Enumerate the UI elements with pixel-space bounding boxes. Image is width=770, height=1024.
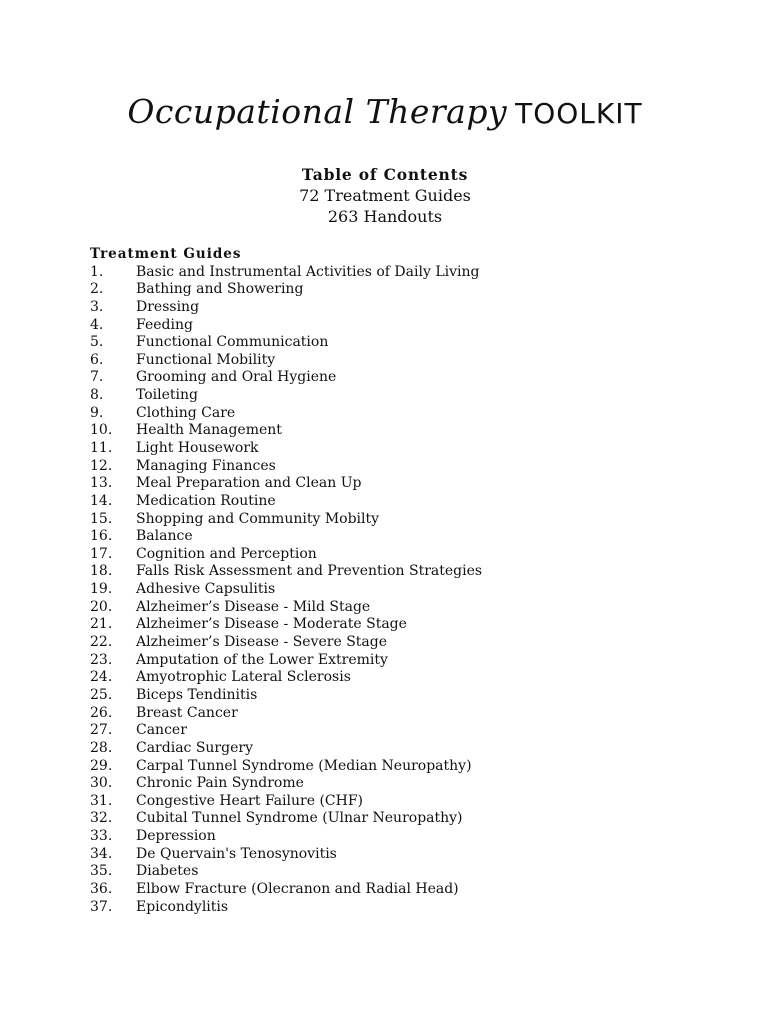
list-item-label: Grooming and Oral Hygiene: [136, 369, 337, 386]
list-item-number: 18.: [90, 563, 113, 580]
list-item-label: Cancer: [136, 722, 187, 739]
list-item-number: 8.: [90, 387, 104, 404]
list-item-label: Cognition and Perception: [136, 545, 317, 562]
list-item-number: 7.: [90, 369, 104, 386]
list-item-number: 22.: [90, 634, 113, 651]
list-item: [90, 264, 730, 282]
guides-count: 72 Treatment Guides: [299, 186, 471, 205]
list-item: [90, 440, 730, 458]
list-item-number: 19.: [90, 581, 113, 598]
list-item-number: 28.: [90, 739, 113, 756]
list-item: [90, 493, 730, 511]
list-item: [90, 475, 730, 493]
list-item-number: 29.: [90, 757, 113, 774]
list-item-label: Epicondylitis: [136, 898, 229, 915]
list-item-label: Diabetes: [136, 863, 199, 880]
list-item: [90, 458, 730, 476]
list-item: [90, 740, 730, 758]
list-item-label: Cardiac Surgery: [136, 739, 253, 756]
list-item-number: 21.: [90, 616, 113, 633]
list-item-label: Alzheimer’s Disease - Severe Stage: [136, 634, 388, 651]
list-item-label: Alzheimer’s Disease - Moderate Stage: [136, 616, 407, 633]
list-item: [90, 810, 730, 828]
list-item: [90, 793, 730, 811]
list-item-label: Chronic Pain Syndrome: [136, 775, 304, 792]
list-item: [90, 352, 730, 370]
list-item-label: Bathing and Showering: [136, 281, 304, 298]
list-item-number: 10.: [90, 422, 113, 439]
list-item-label: Depression: [136, 828, 216, 845]
list-item: [90, 317, 730, 335]
list-item-label: Meal Preparation and Clean Up: [136, 475, 362, 492]
list-item: [90, 652, 730, 670]
list-item-label: Functional Communication: [136, 334, 329, 351]
list-item-number: 11.: [90, 440, 113, 456]
list-item-number: 27.: [90, 722, 113, 739]
list-item: [90, 369, 730, 387]
list-item-label: Cubital Tunnel Syndrome (Ulnar Neuropathy): [136, 810, 463, 827]
list-item-label: Elbow Fracture (Olecranon and Radial Head): [136, 881, 459, 898]
title-script-text: Occupational Therapy: [127, 92, 508, 131]
list-item: [90, 705, 730, 723]
list-item-number: 23.: [90, 651, 113, 668]
list-item-number: 3.: [90, 298, 104, 315]
treatment-guides-section: [90, 246, 730, 916]
list-item-label: Amputation of the Lower Extremity: [136, 651, 388, 668]
list-item-number: 37.: [90, 898, 113, 915]
list-item-label: Feeding: [136, 316, 193, 333]
list-item: [90, 422, 730, 440]
handouts-count: 263 Handouts: [327, 207, 443, 226]
list-item-number: 14.: [90, 492, 113, 509]
list-item-number: 25.: [90, 686, 113, 703]
title-caps-text: TOOLKIT: [515, 97, 643, 130]
list-item: [90, 634, 730, 652]
list-item-number: 1.: [90, 263, 104, 280]
list-item-label: Health Management: [136, 422, 282, 439]
list-item-number: 16.: [90, 528, 113, 545]
list-item-label: Falls Risk Assessment and Prevention Strategies: [136, 563, 483, 580]
list-item: [90, 405, 730, 423]
list-item: [90, 546, 730, 564]
list-item: [90, 528, 730, 546]
list-item: [90, 687, 730, 705]
list-item-number: 35.: [90, 863, 113, 880]
list-item-number: 26.: [90, 704, 113, 721]
document-title: [0, 92, 770, 131]
list-item-number: 36.: [90, 881, 113, 898]
list-item-label: Breast Cancer: [136, 704, 238, 721]
list-item-label: Adhesive Capsulitis: [136, 581, 276, 598]
list-item: [90, 599, 730, 617]
list-item-number: 2.: [90, 281, 104, 298]
list-item: [90, 899, 730, 917]
list-item-label: Basic and Instrumental Activities of Daily Living: [136, 263, 480, 280]
list-item: [90, 775, 730, 793]
list-item: [90, 616, 730, 634]
list-item: [90, 669, 730, 687]
list-item-number: 20.: [90, 598, 113, 615]
list-item-number: 12.: [90, 457, 113, 474]
treatment-guides-list: [90, 264, 730, 917]
list-item: [90, 281, 730, 299]
list-item: [90, 334, 730, 352]
list-item-label: Medication Routine: [136, 492, 276, 509]
list-item: [90, 881, 730, 899]
list-item: [90, 299, 730, 317]
list-item-number: 4.: [90, 316, 104, 333]
toc-header: [0, 164, 770, 227]
list-item-label: Amyotrophic Lateral Sclerosis: [136, 669, 351, 686]
list-item-number: 31.: [90, 792, 113, 809]
list-item-number: 24.: [90, 669, 113, 686]
list-item-label: Clothing Care: [136, 404, 236, 421]
list-item-label: Alzheimer’s Disease - Mild Stage: [136, 598, 371, 615]
section-heading: Treatment Guides: [90, 246, 242, 262]
toc-heading: Table of Contents: [301, 165, 469, 184]
list-item-label: Light Housework: [136, 440, 259, 456]
list-item-number: 5.: [90, 334, 104, 351]
list-item-label: Congestive Heart Failure (CHF): [136, 792, 364, 809]
list-item-number: 34.: [90, 845, 113, 862]
list-item-label: Toileting: [136, 387, 199, 404]
list-item-label: Functional Mobility: [136, 351, 276, 368]
list-item-number: 33.: [90, 828, 113, 845]
list-item-label: Managing Finances: [136, 457, 276, 474]
list-item: [90, 387, 730, 405]
list-item-label: De Quervain's Tenosynovitis: [136, 845, 337, 862]
list-item-label: Dressing: [136, 298, 200, 315]
list-item-label: Balance: [136, 528, 193, 545]
list-item: [90, 511, 730, 529]
list-item-label: Biceps Tendinitis: [136, 686, 258, 703]
list-item: [90, 846, 730, 864]
list-item: [90, 758, 730, 776]
list-item-number: 32.: [90, 810, 113, 827]
list-item: [90, 563, 730, 581]
list-item-number: 30.: [90, 775, 113, 792]
list-item-label: Carpal Tunnel Syndrome (Median Neuropathy): [136, 757, 472, 774]
list-item-number: 6.: [90, 351, 104, 368]
list-item-number: 15.: [90, 510, 113, 527]
list-item-number: 17.: [90, 545, 113, 562]
list-item-number: 9.: [90, 404, 104, 421]
list-item-number: 13.: [90, 475, 113, 492]
list-item: [90, 828, 730, 846]
list-item: [90, 722, 730, 740]
list-item: [90, 581, 730, 599]
list-item-label: Shopping and Community Mobilty: [136, 510, 380, 527]
list-item: [90, 863, 730, 881]
